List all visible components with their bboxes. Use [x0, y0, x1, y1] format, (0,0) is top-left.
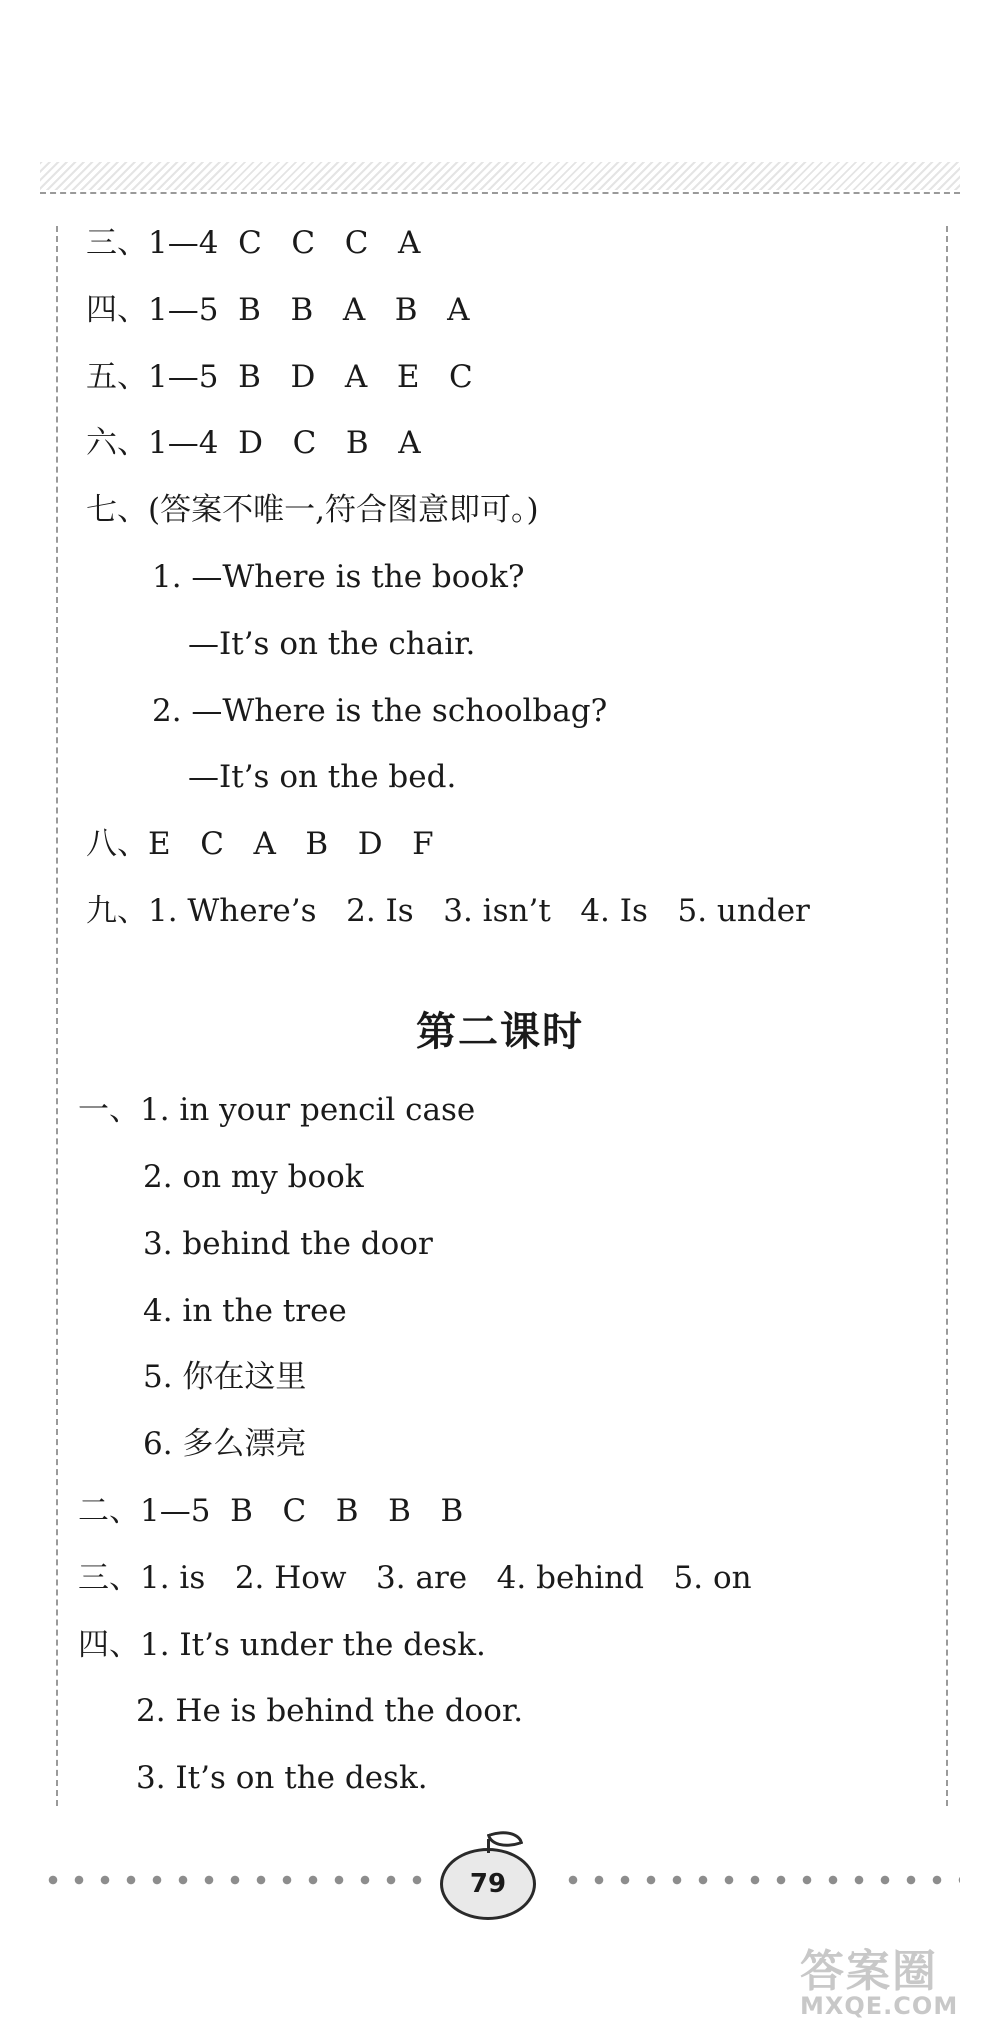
answer-line: 3. It’s on the desk.: [136, 1760, 428, 1796]
answer-line: 五、1—5 B D A E C: [86, 359, 473, 395]
answer-line: 6. 多么漂亮: [143, 1426, 307, 1462]
watermark: [800, 1946, 990, 2020]
answer-line: 1. —Where is the book?: [152, 559, 525, 595]
answer-line: 2. —Where is the schoolbag?: [152, 693, 608, 729]
answer-line: 四、1—5 B B A B A: [86, 292, 470, 328]
answer-line: 四、1. It’s under the desk.: [78, 1627, 486, 1663]
answer-line: 2. on my book: [143, 1159, 364, 1195]
answer-line: —It’s on the chair.: [188, 626, 476, 662]
answer-line: 八、E C A B D F: [86, 826, 434, 862]
leaf-icon: [487, 1825, 524, 1854]
watermark-logo: 答案圈: [800, 1946, 938, 1997]
answer-line: 六、1—4 D C B A: [86, 425, 421, 461]
answer-line: 5. 你在这里: [143, 1359, 307, 1395]
header-divider: [40, 192, 960, 194]
answer-line: 九、1. Where’s 2. Is 3. isn’t 4. Is 5. under: [86, 893, 810, 929]
answer-line: 三、1—4 C C C A: [86, 225, 421, 261]
section-title: 第二课时: [416, 1009, 584, 1055]
answer-line: 4. in the tree: [143, 1293, 347, 1329]
answer-line: 二、1—5 B C B B B: [78, 1493, 464, 1529]
footer-dots-left: [40, 1872, 430, 1888]
answer-line: 三、1. is 2. How 3. are 4. behind 5. on: [78, 1560, 752, 1596]
answer-line: 七、(答案不唯一,符合图意即可。): [86, 492, 539, 528]
page-number-badge: [440, 1848, 536, 1920]
answer-line: 一、1. in your pencil case: [78, 1092, 476, 1128]
answer-line: 3. behind the door: [143, 1226, 433, 1262]
footer-dots-right: [560, 1872, 960, 1888]
answer-line: —It’s on the bed.: [188, 759, 457, 795]
page-number: 79: [469, 1869, 507, 1899]
answer-line: 2. He is behind the door.: [136, 1693, 524, 1729]
header-band: [40, 162, 960, 190]
watermark-url: MXQE.COM: [800, 1992, 959, 2020]
